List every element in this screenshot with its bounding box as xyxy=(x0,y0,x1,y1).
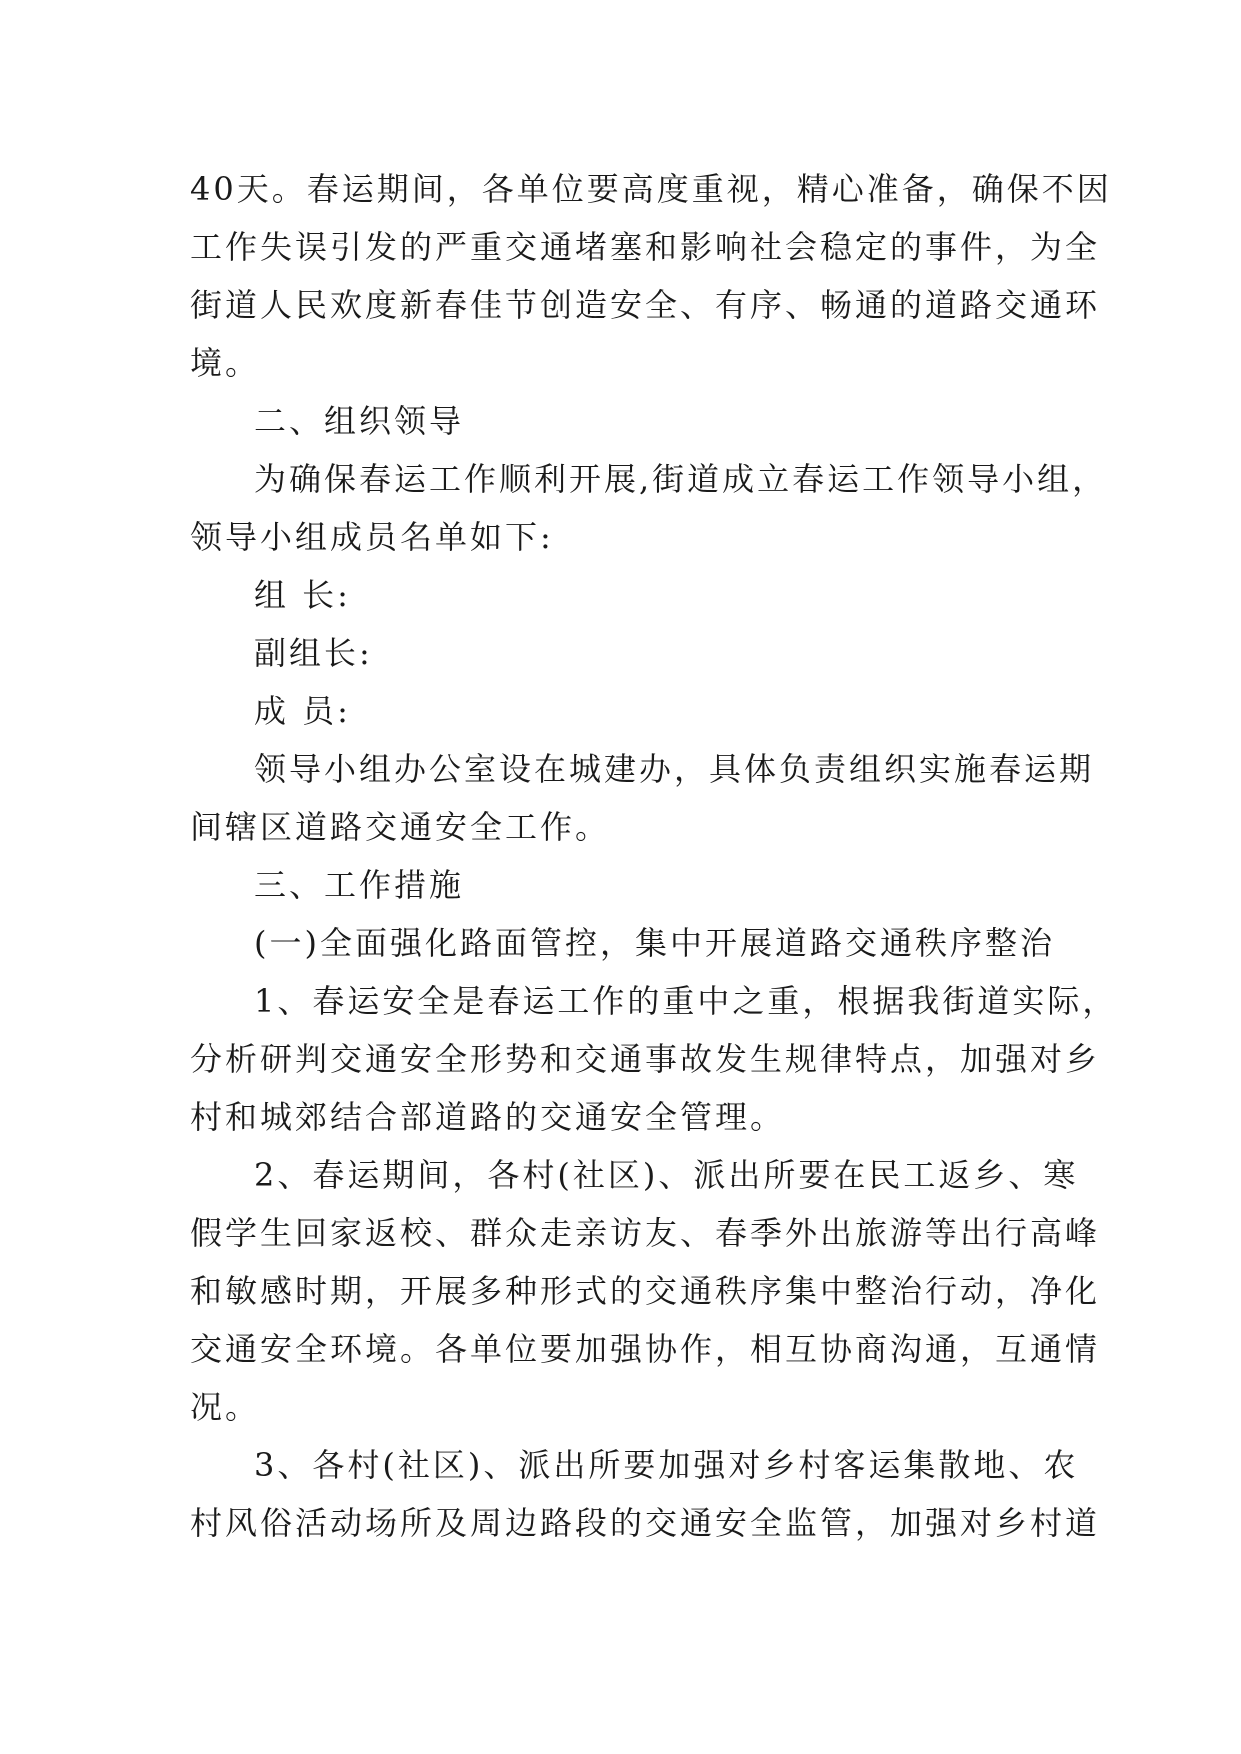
text-line: 街道人民欢度新春佳节创造安全、有序、畅通的道路交通环 xyxy=(190,286,1101,324)
text-line: 工作失误引发的严重交通堵塞和影响社会稳定的事件，为全 xyxy=(190,228,1101,266)
text-line: 3、各村(社区)、派出所要加强对乡村客运集散地、农 xyxy=(254,1446,1079,1484)
text-line: 交通安全环境。各单位要加强协作，相互协商沟通，互通情 xyxy=(190,1330,1101,1368)
text-line: 1、春运安全是春运工作的重中之重，根据我街道实际， xyxy=(254,982,1118,1020)
text-line: 40天。春运期间，各单位要高度重视，精心准备，确保不因 xyxy=(190,170,1112,208)
section-heading-organization: 二、组织领导 xyxy=(254,402,465,440)
text-line: 分析研判交通安全形势和交通事故发生规律特点，加强对乡 xyxy=(190,1040,1101,1078)
deputy-leader-label: 副组长: xyxy=(254,634,373,672)
leader-label: 组 长: xyxy=(254,576,351,614)
text-line: 间辖区道路交通安全工作。 xyxy=(190,808,611,846)
text-line: 假学生回家返校、群众走亲访友、春季外出旅游等出行高峰 xyxy=(190,1214,1101,1252)
text-line: 领导小组成员名单如下: xyxy=(190,518,554,556)
section-heading-measures: 三、工作措施 xyxy=(254,866,465,904)
member-label: 成 员: xyxy=(254,692,351,730)
subsection-heading: (一)全面强化路面管控，集中开展道路交通秩序整治 xyxy=(254,924,1055,962)
text-line: 和敏感时期，开展多种形式的交通秩序集中整治行动，净化 xyxy=(190,1272,1101,1310)
text-line: 2、春运期间，各村(社区)、派出所要在民工返乡、寒 xyxy=(254,1156,1079,1194)
text-line: 境。 xyxy=(190,344,261,382)
document-body xyxy=(190,160,1118,1552)
text-line: 村和城郊结合部道路的交通安全管理。 xyxy=(190,1098,786,1136)
text-line: 况。 xyxy=(190,1388,261,1426)
text-line: 为确保春运工作顺利开展,街道成立春运工作领导小组， xyxy=(254,460,1108,498)
text-line: 领导小组办公室设在城建办，具体负责组织实施春运期 xyxy=(254,750,1095,788)
text-line: 村风俗活动场所及周边路段的交通安全监管，加强对乡村道 xyxy=(190,1504,1101,1542)
